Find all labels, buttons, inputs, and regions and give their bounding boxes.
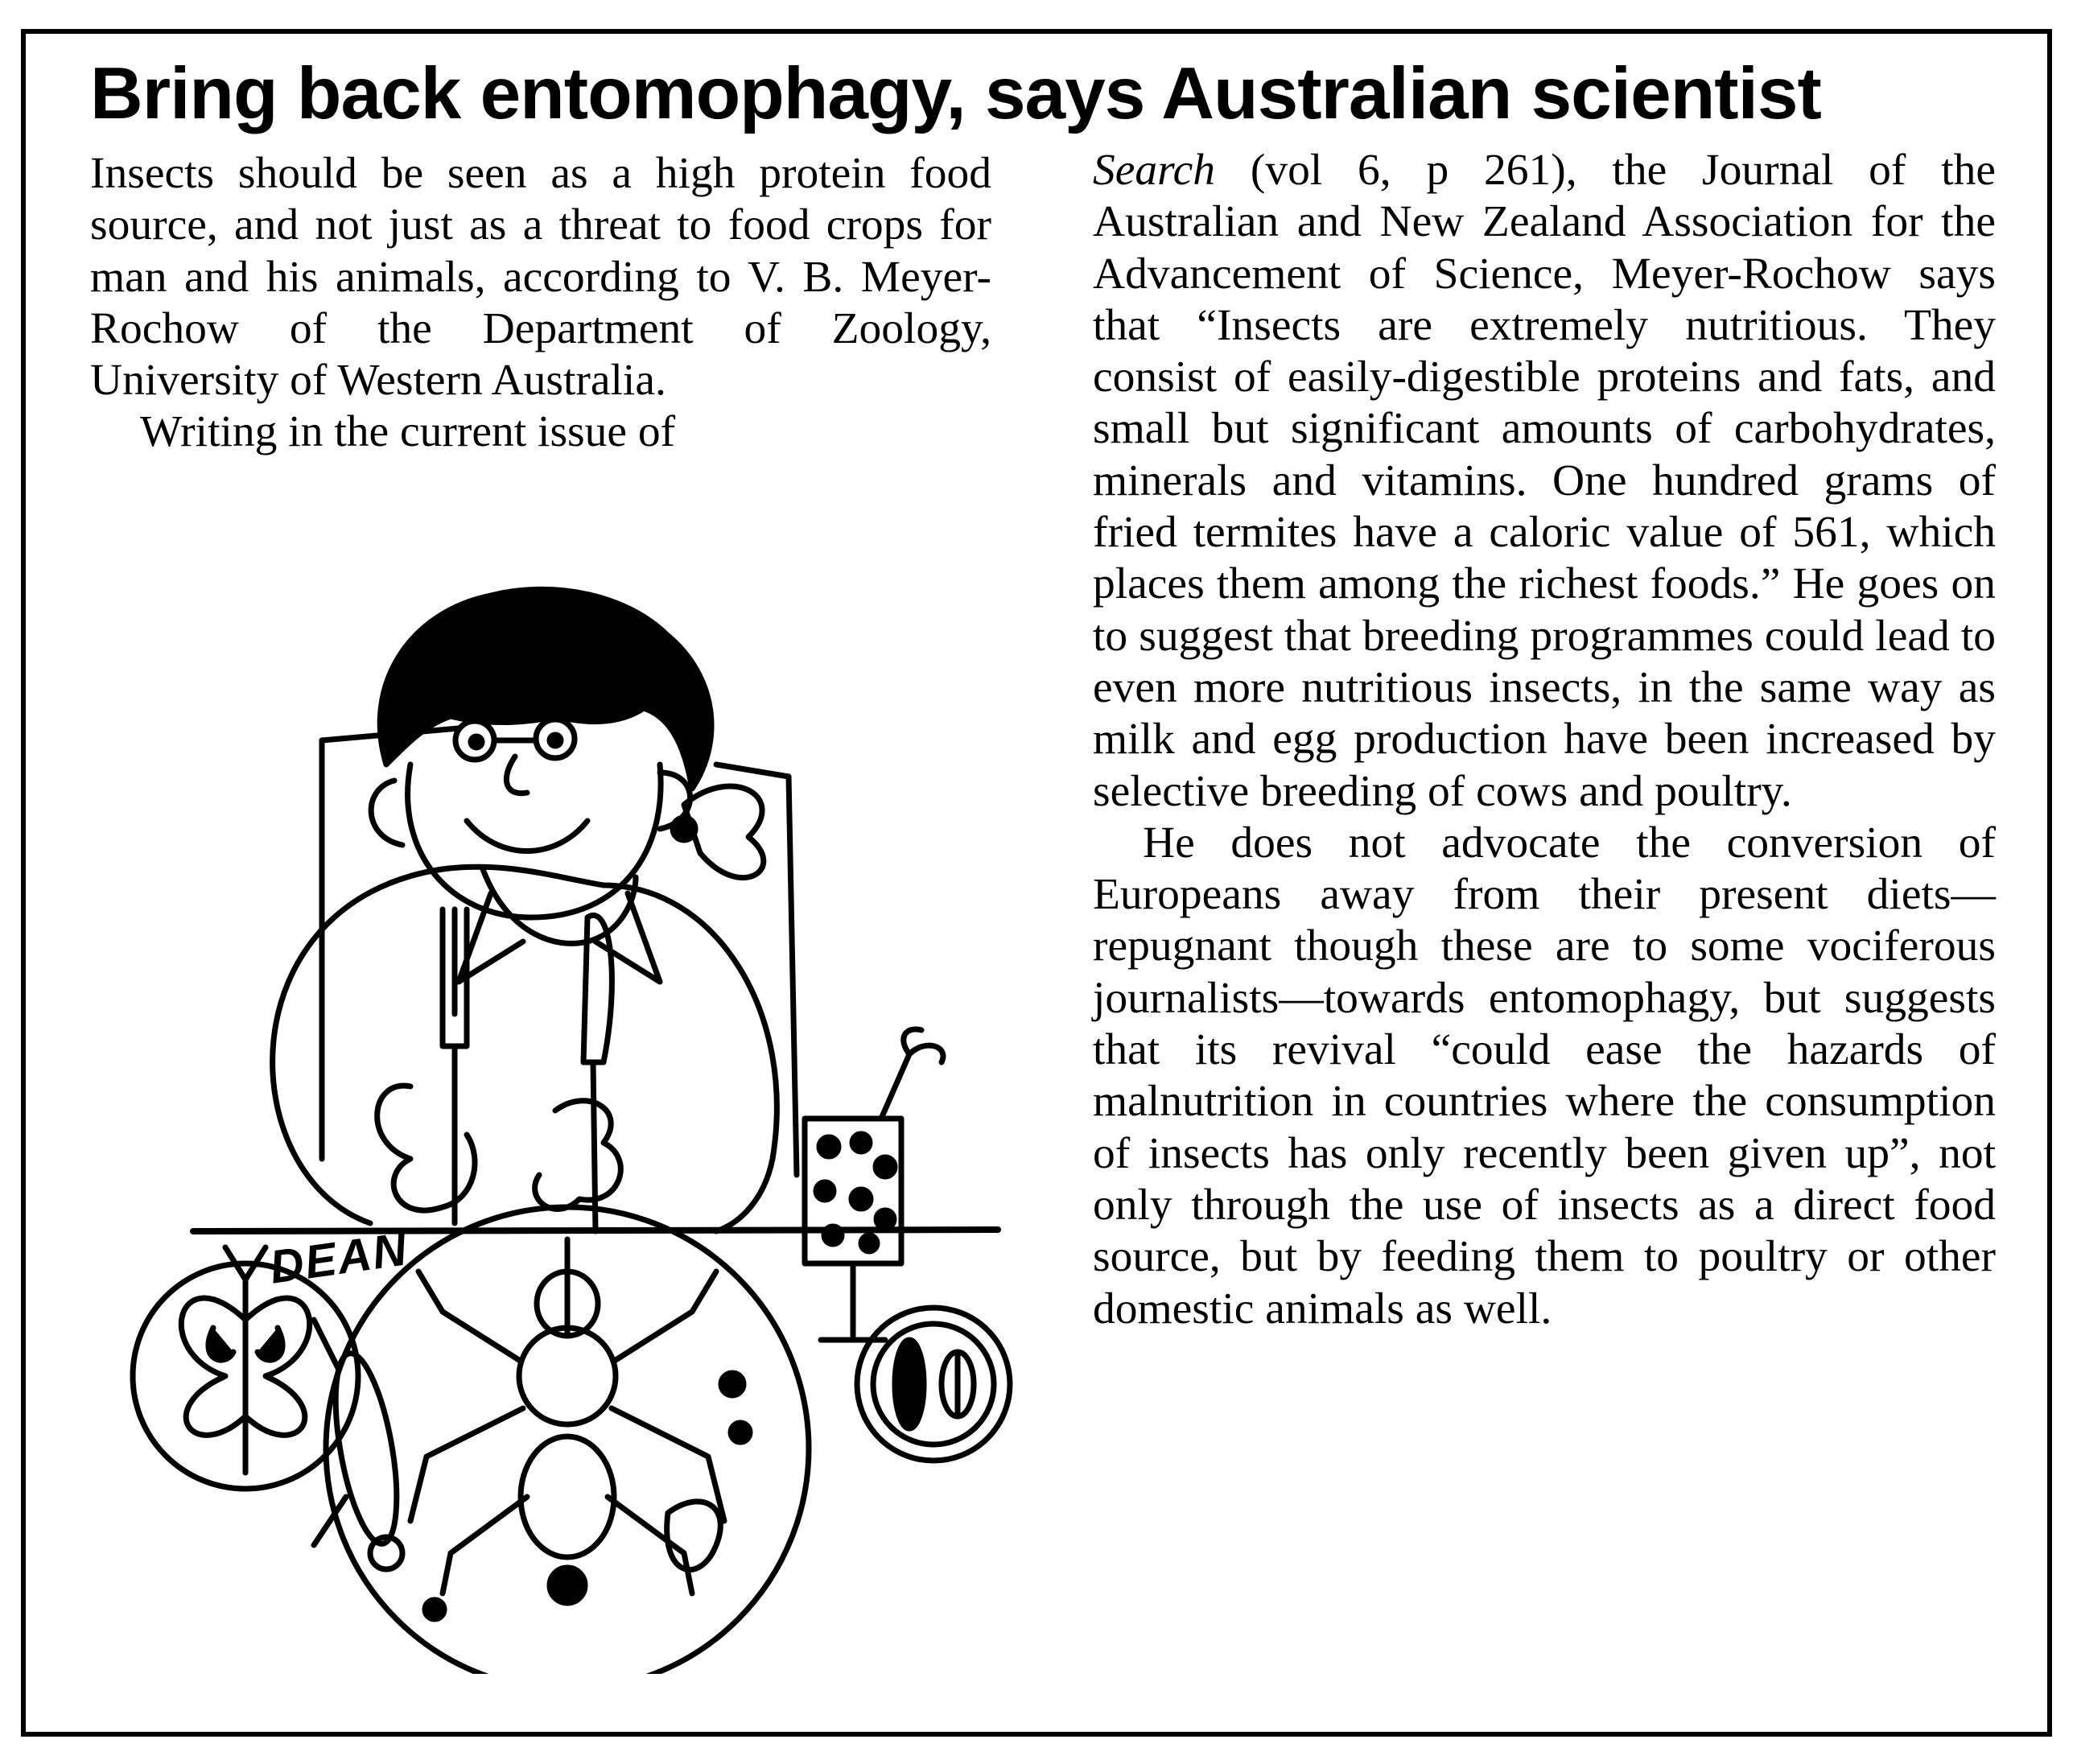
right-paragraph-2: He does not advocate the conversion of Europeans away from their present diets—repugnant though these are to some vociferous journalists—towards entomophagy, but suggests that its revival “could ease the hazards of malnutrition in countries where the consumption of insects has only recently been given up”, not only through the use of insects as a direct food source, but by feeding them to poultry or other domestic animals as well. (1093, 818, 1996, 1333)
knife-icon (583, 915, 612, 1231)
beetle-plate-icon (857, 1308, 1010, 1461)
left-paragraph-2: Writing in the current issue of (140, 407, 676, 457)
cartoonist-signature: DEAN (266, 1222, 412, 1294)
right-column (1093, 145, 1996, 1335)
journal-name: Search (1093, 146, 1216, 195)
right-paragraph-1 (1093, 145, 1996, 818)
left-paragraph-1: Insects should be seen as a high protein food source, and not just as a threat to food crops for man and his animals, according to V. B. Meyer-Rochow of the Department of Zoology, University of Western Australia. (90, 149, 991, 406)
cartoon-illustration (105, 563, 1014, 1674)
insect-jar-icon (805, 1029, 943, 1340)
fork-icon (443, 909, 467, 1223)
left-column (90, 148, 991, 459)
right-paragraph-1-text: (vol 6, p 261), the Journal of the Australian and New Zealand Association for the Advancement of Science, Meyer-Rochow says that “Insects are extremely nutritious. They consist of easily-digestible proteins and fats, and small but significant amounts of carbohydrates, minerals and vitamins. One hundred grams of fried termites have a caloric value of 561, which places them among the richest foods.” He goes on to suggest that breeding programmes could lead to even more nutritious insects, in the same way as milk and egg production have been increased by selective breeding of cows and poultry. (1093, 146, 1996, 816)
person-diner-icon (273, 589, 777, 1231)
article-headline: Bring back entomophagy, says Australian scientist (90, 53, 1821, 134)
